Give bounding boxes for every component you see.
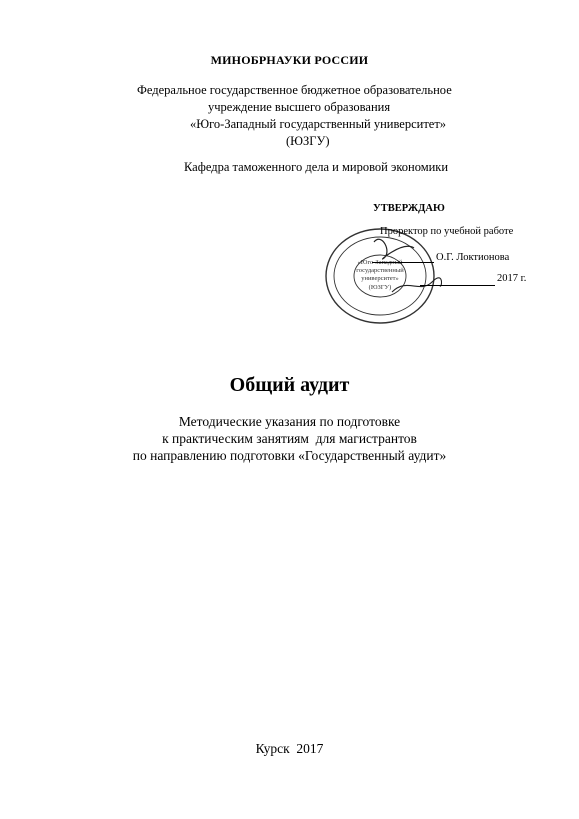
- organization-line-2: учреждение высшего образования: [208, 100, 391, 114]
- organization-line-4: (ЮЗГУ): [286, 134, 330, 148]
- stamp-text-4: (ЮЗГУ): [368, 284, 392, 291]
- approval-position: Проректор по учебной работе: [380, 226, 514, 237]
- signature-scribble: [374, 239, 414, 259]
- department-name: Кафедра таможенного дела и мировой экономики: [184, 160, 449, 174]
- ministry-header: МИНОБРНАУКИ РОССИИ: [210, 53, 369, 67]
- organization-line-3: «Юго-Западный государственный университет»: [190, 117, 447, 131]
- subtitle-line-3: по направлению подготовки «Государственный аудит»: [132, 448, 447, 463]
- stamp-text-2: государственный: [356, 267, 404, 274]
- signature-line: [372, 262, 434, 263]
- organization-line-1: Федеральное государственное бюджетное образовательное: [137, 83, 452, 97]
- date-line: [420, 285, 495, 286]
- approver-name: О.Г. Локтионова: [436, 252, 510, 263]
- approval-label: УТВЕРЖДАЮ: [373, 203, 445, 214]
- approval-year: 2017 г.: [497, 273, 527, 284]
- subtitle-line-2: к практическим занятиям для магистрантов: [162, 431, 417, 446]
- document-title: Общий аудит: [229, 374, 350, 396]
- place-and-year: Курск 2017: [255, 741, 324, 756]
- subtitle-line-1: Методические указания по подготовке: [178, 414, 401, 429]
- official-stamp: [322, 222, 442, 326]
- stamp-text-3: университет»: [361, 275, 399, 282]
- stamp-text-1: «Юго-Западный: [357, 259, 403, 266]
